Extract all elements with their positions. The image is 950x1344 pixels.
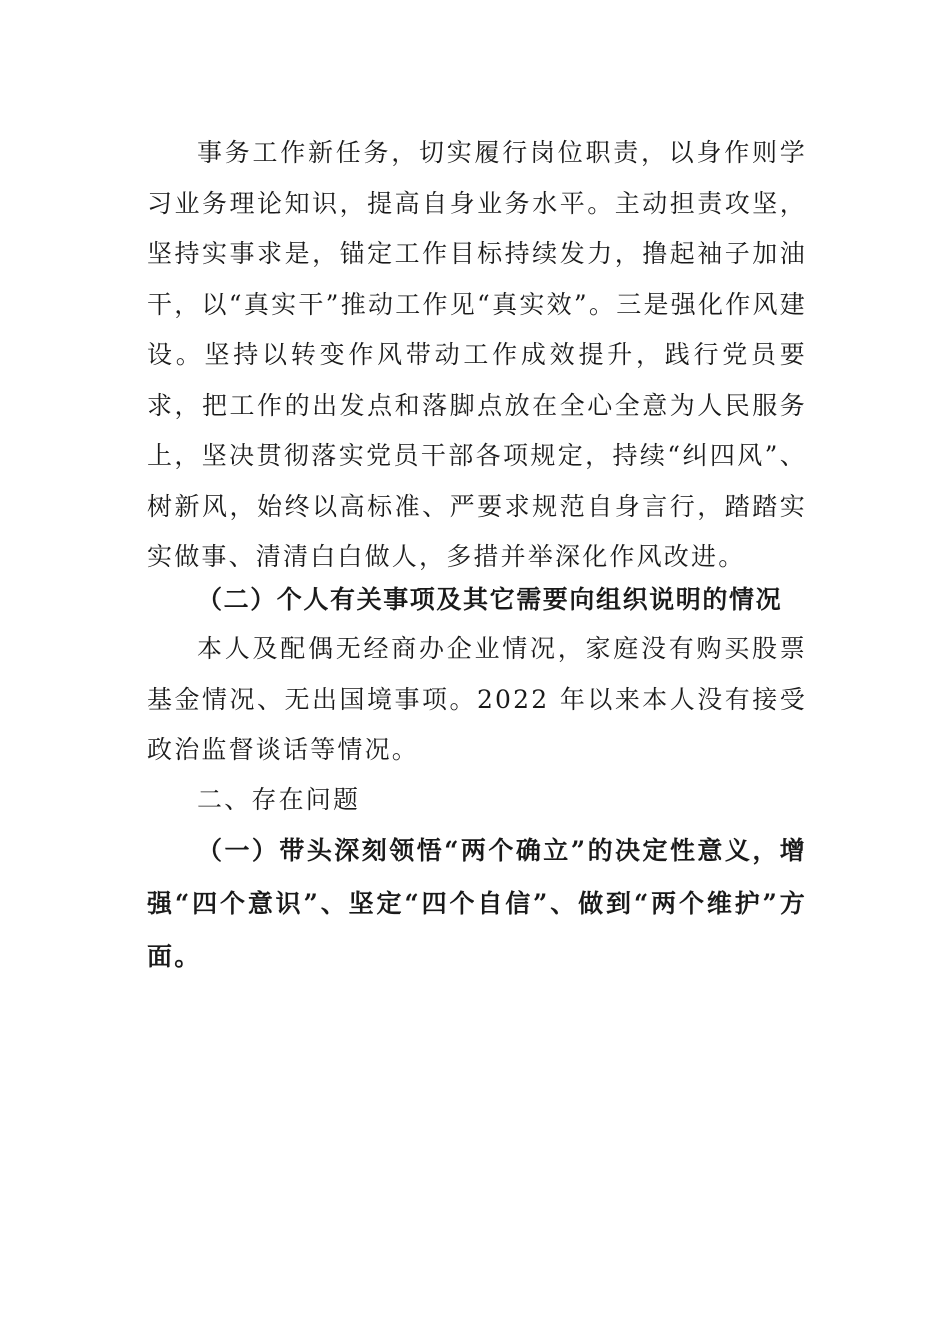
subheading-personal-matters: （二）个人有关事项及其它需要向组织说明的情况 bbox=[197, 585, 783, 614]
subheading-issue-one: （一）带头深刻领悟“两个确立”的决定性意义，增强“四个意识”、坚定“四个自信”、做到“两个维护”方面。 bbox=[147, 836, 807, 971]
section-heading-existing-problems: 二、存在问题 bbox=[197, 785, 361, 814]
body-paragraph-personal-matters: 本人及配偶无经商办企业情况，家庭没有购买股票基金情况、无出国境事项。2022 年以来本人没有接受政治监督谈话等情况。 bbox=[147, 634, 807, 764]
body-paragraph-work-style: 事务工作新任务，切实履行岗位职责，以身作则学习业务理论知识，提高自身业务水平。主动担责攻坚，坚持实事求是，锚定工作目标持续发力，撸起袖子加油干，以“真实干”推动工作见“真实效”。三是强化作风建设。坚持以转变作风带动工作成效提升，践行党员要求，把工作的出发点和落脚点放在全心全意为人民服务上，坚决贯彻落实党员干部各项规定，持续“纠四风”、树新风，始终以高标准、严要求规范自身言行，踏踏实实做事、清清白白做人，多措并举深化作风改进。 bbox=[147, 138, 807, 571]
